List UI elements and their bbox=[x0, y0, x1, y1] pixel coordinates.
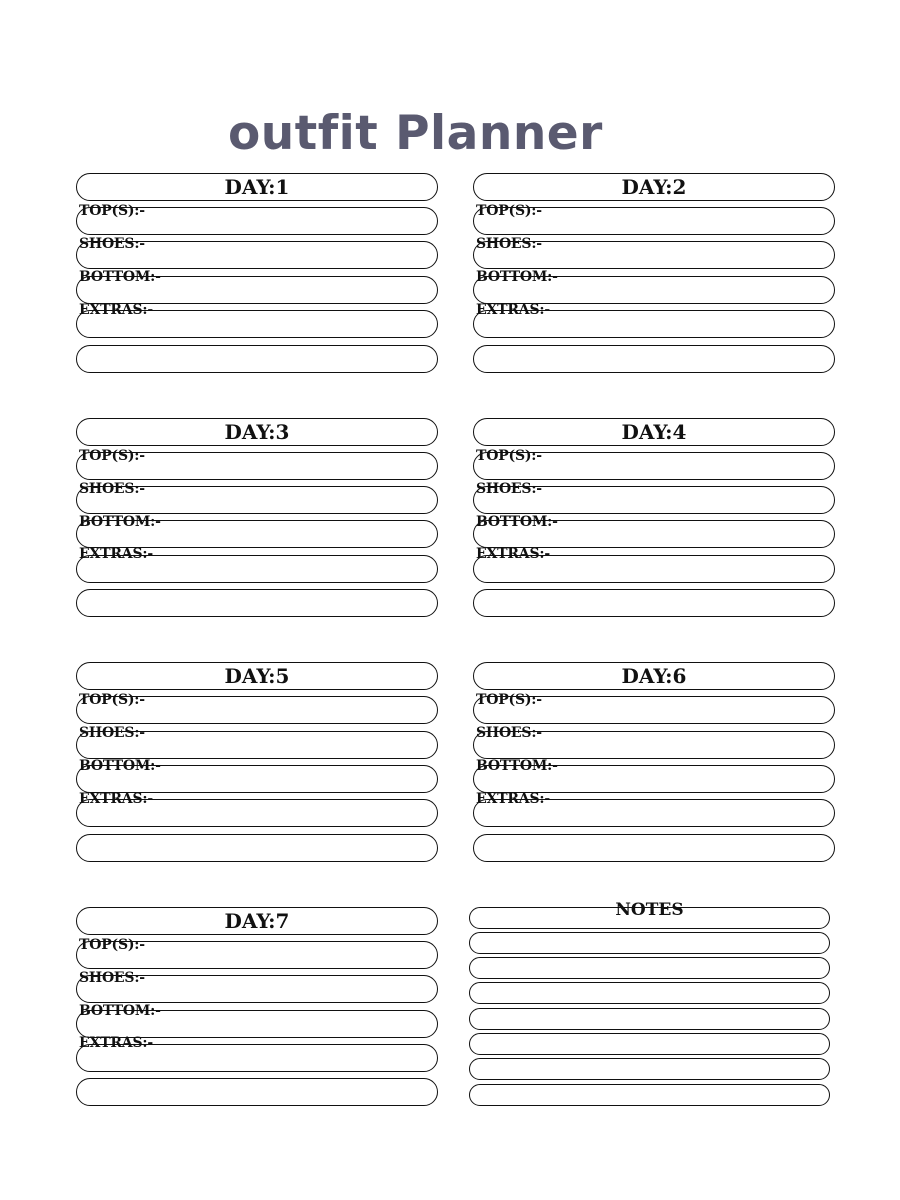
notes-title: NOTES bbox=[615, 900, 684, 920]
extra-line-field[interactable] bbox=[473, 834, 835, 862]
extra-line-field[interactable] bbox=[473, 589, 835, 617]
shoes-label: SHOES:- bbox=[79, 481, 145, 497]
day-header bbox=[473, 662, 835, 690]
shoes-label: SHOES:- bbox=[79, 970, 145, 986]
note-line[interactable] bbox=[469, 1033, 830, 1055]
note-line[interactable] bbox=[469, 1084, 830, 1106]
day-title: DAY:4 bbox=[621, 420, 687, 444]
extras-label: EXTRAS:- bbox=[79, 791, 153, 807]
tops-label: TOP(S):- bbox=[476, 692, 542, 708]
extras-label: EXTRAS:- bbox=[79, 546, 153, 562]
bottom-label: BOTTOM:- bbox=[476, 269, 558, 285]
bottom-label: BOTTOM:- bbox=[79, 758, 161, 774]
day-title: DAY:6 bbox=[621, 664, 687, 688]
note-line[interactable] bbox=[469, 1058, 830, 1080]
extra-line-field[interactable] bbox=[76, 345, 438, 373]
note-line[interactable] bbox=[469, 1008, 830, 1030]
notes-header bbox=[469, 900, 830, 929]
extras-label: EXTRAS:- bbox=[79, 1035, 153, 1051]
tops-label: TOP(S):- bbox=[79, 937, 145, 953]
day-title: DAY:7 bbox=[224, 909, 290, 933]
day-title: DAY:3 bbox=[224, 420, 290, 444]
day-header bbox=[76, 418, 438, 446]
shoes-label: SHOES:- bbox=[79, 236, 145, 252]
bottom-label: BOTTOM:- bbox=[476, 514, 558, 530]
extra-line-field[interactable] bbox=[76, 1078, 438, 1106]
day-header bbox=[76, 907, 438, 935]
day-title: DAY:1 bbox=[224, 175, 290, 199]
bottom-label: BOTTOM:- bbox=[79, 514, 161, 530]
bottom-label: BOTTOM:- bbox=[79, 1003, 161, 1019]
shoes-label: SHOES:- bbox=[476, 725, 542, 741]
tops-label: TOP(S):- bbox=[476, 203, 542, 219]
note-line[interactable] bbox=[469, 957, 830, 979]
day-header bbox=[473, 418, 835, 446]
day-header bbox=[76, 173, 438, 201]
note-line[interactable] bbox=[469, 982, 830, 1004]
shoes-label: SHOES:- bbox=[476, 236, 542, 252]
extras-label: EXTRAS:- bbox=[476, 791, 550, 807]
day-title: DAY:2 bbox=[621, 175, 687, 199]
tops-label: TOP(S):- bbox=[79, 448, 145, 464]
bottom-label: BOTTOM:- bbox=[79, 269, 161, 285]
bottom-label: BOTTOM:- bbox=[476, 758, 558, 774]
tops-label: TOP(S):- bbox=[79, 203, 145, 219]
extras-label: EXTRAS:- bbox=[79, 302, 153, 318]
day-header bbox=[473, 173, 835, 201]
shoes-label: SHOES:- bbox=[79, 725, 145, 741]
tops-label: TOP(S):- bbox=[79, 692, 145, 708]
shoes-label: SHOES:- bbox=[476, 481, 542, 497]
extra-line-field[interactable] bbox=[76, 589, 438, 617]
extras-label: EXTRAS:- bbox=[476, 302, 550, 318]
extra-line-field[interactable] bbox=[76, 834, 438, 862]
extra-line-field[interactable] bbox=[473, 345, 835, 373]
day-header bbox=[76, 662, 438, 690]
note-line[interactable] bbox=[469, 932, 830, 954]
day-title: DAY:5 bbox=[224, 664, 290, 688]
tops-label: TOP(S):- bbox=[476, 448, 542, 464]
page-title: outfit Planner bbox=[228, 106, 603, 161]
extras-label: EXTRAS:- bbox=[476, 546, 550, 562]
